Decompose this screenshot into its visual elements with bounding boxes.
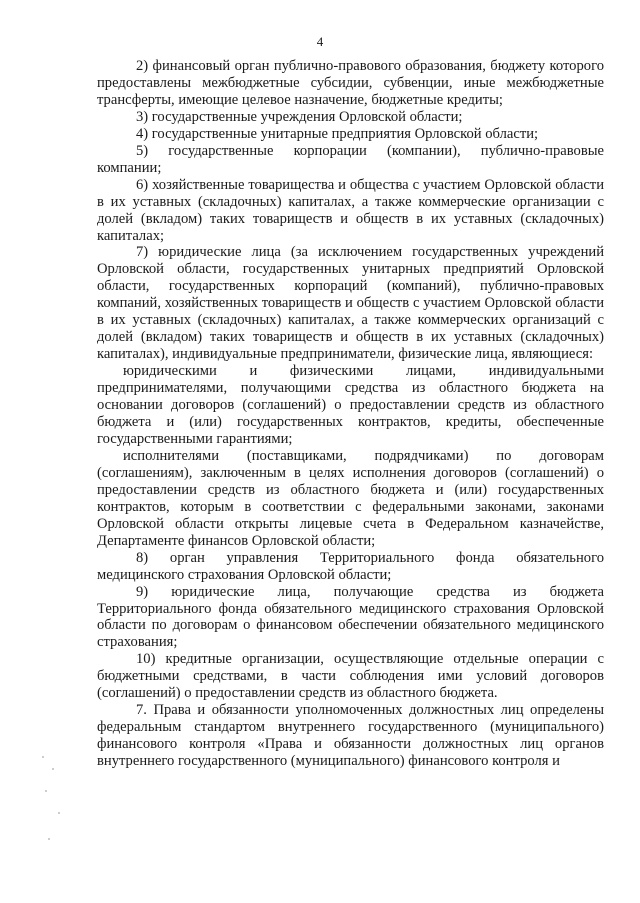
paragraph-item-10: 10) кредитные организации, осуществляющие отдельные операции с бюджетными средствами, в части соблюдения ими условий договоров (соглашений) о предоставлении средств из областного бюджета. — [97, 651, 604, 702]
paragraph-subitem-contractors: исполнителями (поставщиками, подрядчиками) по договорам (соглашениям), заключенным в целях исполнения договоров (соглашений) о предоставлении средств из областного бюджета и (или) государственных контрактов, которым в соответствии с федеральными законами, законами Орловской области открыты лицевые счета в Федеральном казначействе, Департаменте финансов Орловской области; — [97, 447, 604, 549]
document-body — [97, 58, 604, 770]
paragraph-item-9: 9) юридические лица, получающие средства из бюджета Территориального фонда обязательного медицинского страхования Орловской области по договорам о финансовом обеспечении обязательного медицинского страхования; — [97, 583, 604, 651]
paragraph-item-8: 8) орган управления Территориального фонда обязательного медицинского страхования Орловской области; — [97, 549, 604, 583]
paragraph-subitem-legal-entities: юридическими и физическими лицами, индивидуальными предпринимателями, получающими средства из областного бюджета на основании договоров (соглашений) о предоставлении средств из областного бюджета и (или) государственных контрактов, кредиты, обеспеченные государственными гарантиями; — [97, 363, 604, 447]
paragraph-item-4: 4) государственные унитарные предприятия Орловской области; — [136, 125, 539, 142]
scan-noise — [38, 750, 68, 870]
paragraph-item-7: 7) юридические лица (за исключением государственных учреждений Орловской области, государственных унитарных предприятий Орловской области, государственных корпораций (компаний), публично-правовых компаний, хозяйственных товариществ и обществ с участием Орловской области в их уставных (складочных) капиталах, а также коммерческих организаций с долей (вкладом) таких товариществ и обществ в их уставных (складочных) капиталах), индивидуальные предприниматели, физические лица, являющиеся: — [97, 244, 604, 363]
paragraph-item-2: 2) финансовый орган публично-правового образования, бюджету которого предоставлены межбюджетные субсидии, субвенции, иные межбюджетные трансферты, имеющие целевое назначение, бюджетные кредиты; — [97, 58, 604, 108]
paragraph-item-6: 6) хозяйственные товарищества и общества с участием Орловской области в их уставных (складочных) капиталах, а также коммерческие организации с долей (вкладом) таких товариществ и обществ в их уставных (складочных) капиталах; — [97, 176, 604, 244]
page-number: 4 — [316, 34, 324, 49]
paragraph-item-5: 5) государственные корпорации (компании), публично-правовые компании; — [97, 142, 604, 176]
paragraph-item-3: 3) государственные учреждения Орловской области; — [136, 108, 463, 125]
paragraph-section-7: 7. Права и обязанности уполномоченных должностных лиц определены федеральным стандартом внутреннего государственного (муниципального) финансового контроля «Права и обязанности должностных лиц органов внутреннего государственного (муниципального) финансового контроля и — [97, 702, 604, 770]
